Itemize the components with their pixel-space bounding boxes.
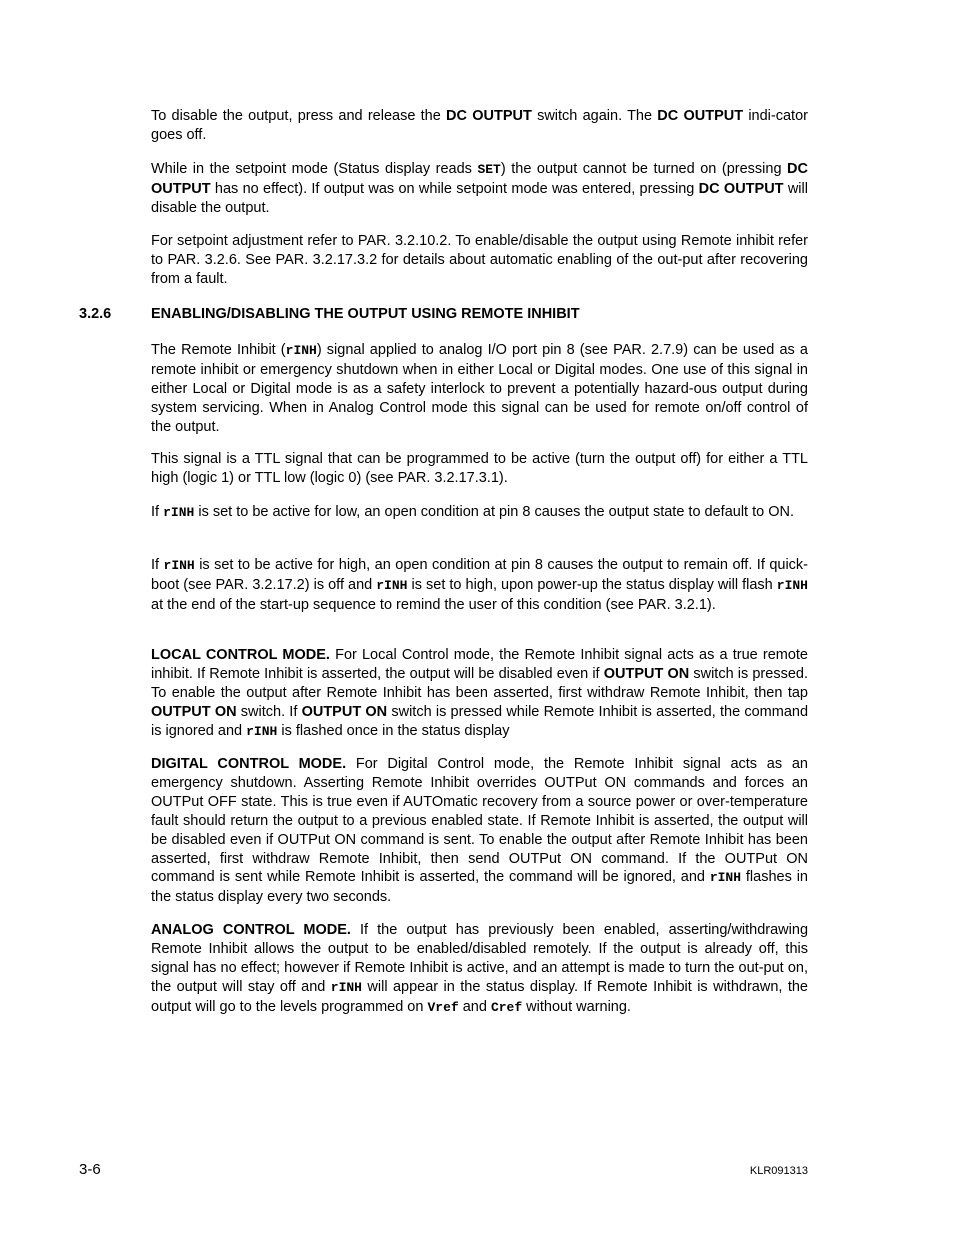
document-id: KLR091313: [749, 1165, 808, 1177]
paragraph-remote-inhibit-intro: The Remote Inhibit (rINH) signal applied to analog I/O port pin 8 (see PAR. 2.7.9) can be used as a remote inhibit or emergency shutdown when in either Local or Digital modes. One use of this signal in either Local or Digital mode is as a safety interlock to prevent a potentially hazard-ous output during system servicing. When in Analog Control mode this signal can be used for remote on/off control of the output.: [151, 342, 808, 435]
paragraph-digital-control-mode: DIGITAL CONTROL MODE. For Digital Control mode, the Remote Inhibit signal acts as an emergency shutdown. Asserting Remote Inhibit overrides OUTPut ON commands and forces an OUTPut OFF state. This is true even if AUTOmatic recovery from a source power or over-temperature fault should return the output to a previous enabled state. If Remote Inhibit is asserted, the output will be disabled even if OUTPut ON command is sent. To enable the output after Remote Inhibit has been asserted, first withdraw Remote Inhibit, then send OUTPut ON command. If the OUTPut ON command is sent while Remote Inhibit is asserted, the command will be ignored, and rINH flashes in the status display every two seconds.: [151, 756, 808, 906]
paragraph-disable-output: To disable the output, press and release the DC OUTPUT switch again. The DC OUTPUT indi-cator goes off.: [151, 108, 808, 143]
paragraph-active-high: If rINH is set to be active for high, an open condition at pin 8 causes the output to remain off. If quick-boot (see PAR. 3.2.17.2) is off and rINH is set to high, upon power-up the status display will flash rINH at the end of the start-up sequence to remind the user of this condition (see PAR. 3.2.1).: [151, 557, 808, 613]
paragraph-active-low: If rINH is set to be active for low, an open condition at pin 8 causes the output state to default to ON.: [151, 504, 795, 520]
section-title: ENABLING/DISABLING THE OUTPUT USING REMOTE INHIBIT: [151, 306, 580, 322]
page-number: 3-6: [79, 1161, 101, 1178]
paragraph-local-control-mode: LOCAL CONTROL MODE. For Local Control mode, the Remote Inhibit signal acts as a true remote inhibit. If Remote Inhibit is asserted, the output will be disabled even if OUTPUT ON switch is pressed. To enable the output after Remote Inhibit has been asserted, first withdraw Remote Inhibit, then tap OUTPUT ON switch. If OUTPUT ON switch is pressed while Remote Inhibit is asserted, the command is ignored and rINH is flashed once in the status display: [151, 647, 809, 739]
section-number: 3.2.6: [79, 306, 112, 322]
paragraph-ttl-signal: This signal is a TTL signal that can be programmed to be active (turn the output off) for either a TTL high (logic 1) or TTL low (logic 0) (see PAR. 3.2.17.3.1).: [151, 451, 808, 486]
paragraph-setpoint-mode: While in the setpoint mode (Status display reads SET) the output cannot be turned on (pressing DC OUTPUT has no effect). If output was on while setpoint mode was entered, pressing DC OUTPUT will disable the output.: [151, 161, 808, 216]
paragraph-setpoint-adjustment: For setpoint adjustment refer to PAR. 3.2.10.2. To enable/disable the output using Remote inhibit refer to PAR. 3.2.6. See PAR. 3.2.17.3.2 for details about automatic enabling of the out-put after recovering from a fault.: [151, 233, 808, 287]
paragraph-analog-control-mode: ANALOG CONTROL MODE. If the output has previously been enabled, asserting/withdrawing Remote Inhibit allows the output to be enabled/disabled remotely. If the output is already off, this signal has no effect; however if Remote Inhibit is active, and an attempt is made to turn the out-put on, the output will stay off and rINH will appear in the status display. If Remote Inhibit is withdrawn, the output will go to the levels programmed on Vref and Cref without warning.: [151, 922, 809, 1015]
